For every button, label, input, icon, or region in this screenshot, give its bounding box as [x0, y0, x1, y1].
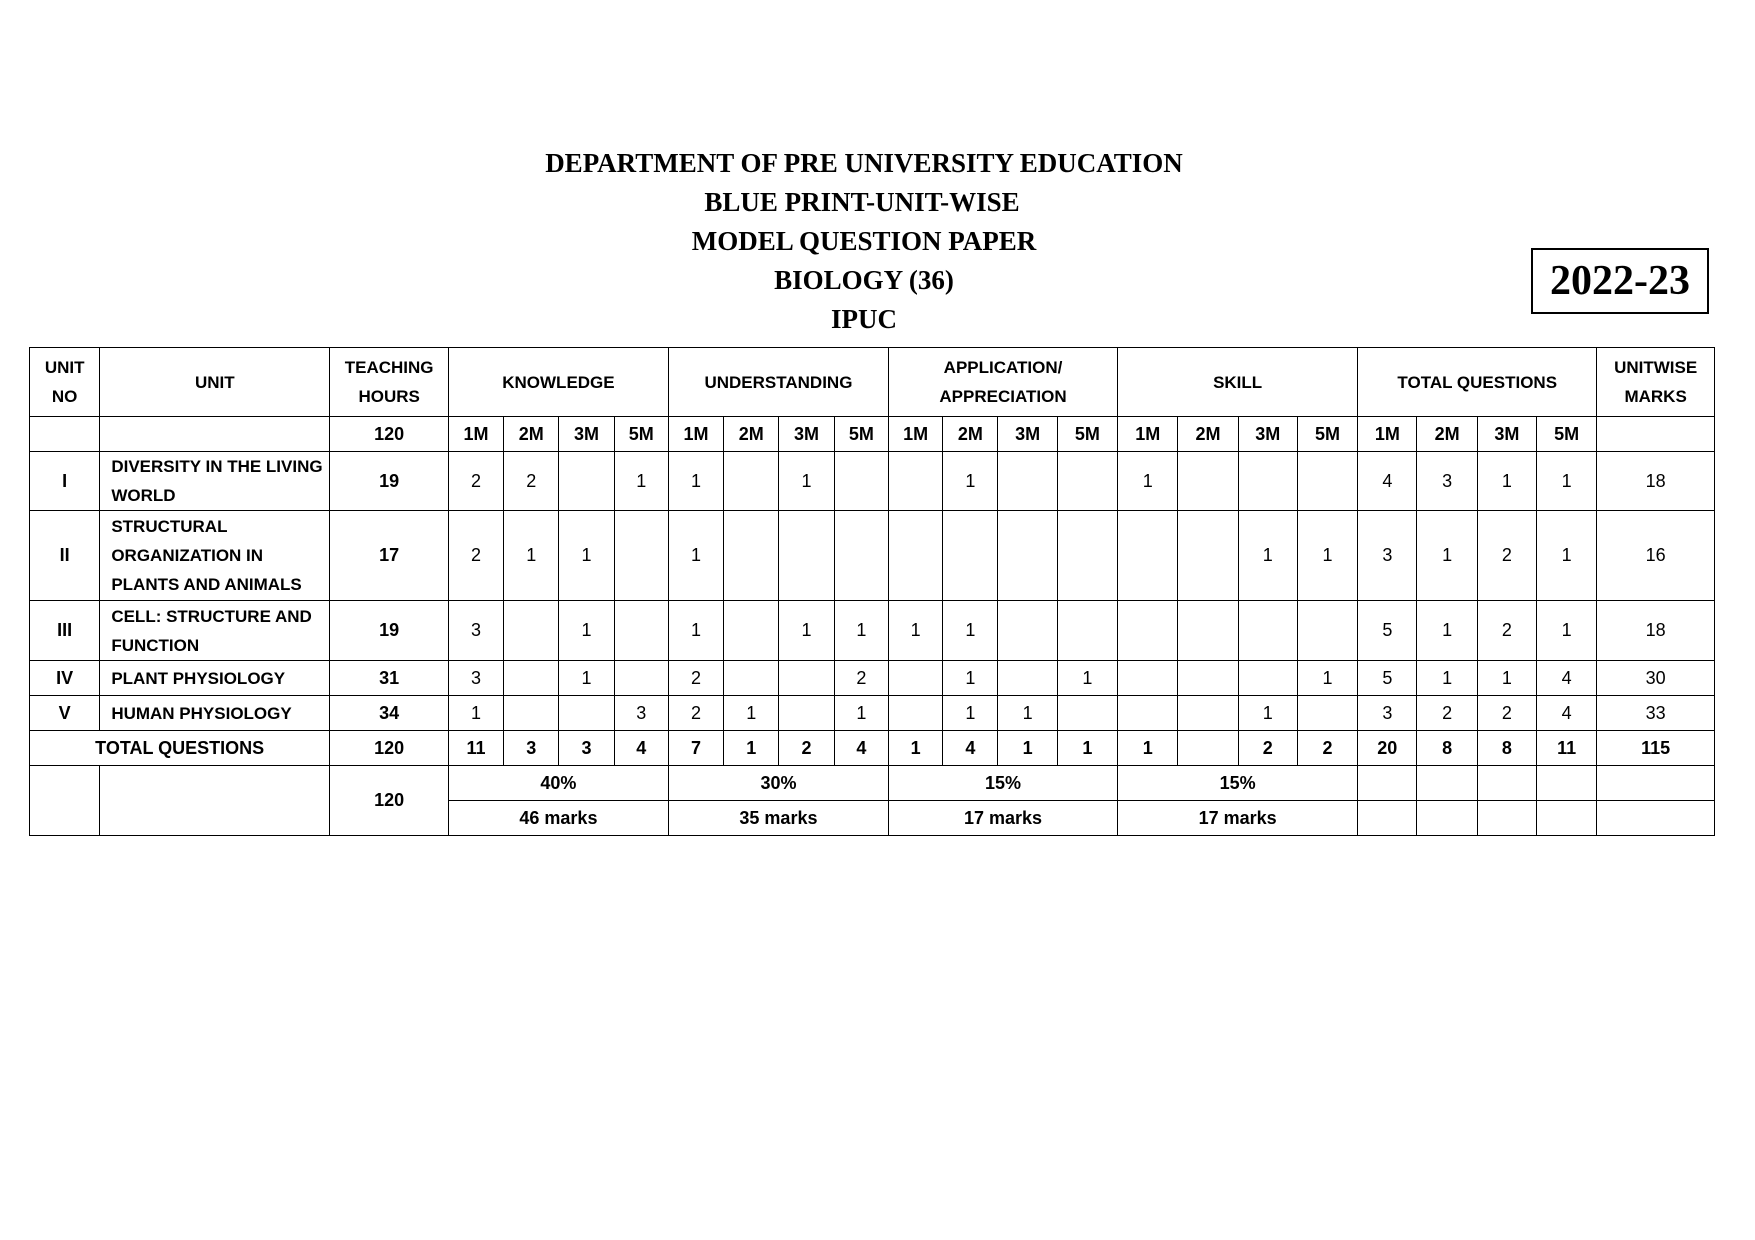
count-cell: 3 — [614, 696, 668, 731]
marks-type-header: 1M — [1358, 417, 1417, 452]
count-cell — [888, 696, 942, 731]
unit-no-cell: II — [30, 511, 100, 601]
count-cell: 2 — [668, 661, 723, 696]
empty-cell — [100, 766, 330, 836]
application-marks: 17 marks — [888, 801, 1117, 836]
marks-type-header: 5M — [614, 417, 668, 452]
count-cell — [504, 661, 559, 696]
marks-type-header: 2M — [724, 417, 779, 452]
count-cell — [724, 511, 779, 601]
total-count-cell: 11 — [1536, 731, 1596, 766]
empty-cell — [1597, 801, 1715, 836]
count-cell — [998, 511, 1057, 601]
count-cell: 1 — [1536, 601, 1596, 661]
total-count-cell: 1 — [1118, 731, 1178, 766]
marks-type-header: 1M — [888, 417, 942, 452]
empty-cell — [1358, 801, 1417, 836]
unit-name-cell: STRUCTURAL ORGANIZATION IN PLANTS AND ANIMALS — [100, 511, 330, 601]
count-cell: 2 — [1417, 696, 1477, 731]
count-cell: 1 — [943, 661, 998, 696]
empty-cell — [1597, 417, 1715, 452]
skill-percent: 15% — [1118, 766, 1358, 801]
count-cell: 1 — [1057, 661, 1117, 696]
count-cell: 1 — [1238, 511, 1297, 601]
marks-type-header: 2M — [504, 417, 559, 452]
unit-header: UNIT — [100, 348, 330, 417]
hours-cell: 34 — [330, 696, 449, 731]
header-row — [30, 348, 1715, 417]
understanding-header: UNDERSTANDING — [668, 348, 888, 417]
count-cell — [998, 452, 1057, 511]
count-cell: 4 — [1536, 661, 1596, 696]
count-cell: 1 — [834, 696, 888, 731]
marks-type-header: 1M — [668, 417, 723, 452]
skill-marks: 17 marks — [1118, 801, 1358, 836]
count-cell: 1 — [1536, 511, 1596, 601]
unit-row — [30, 452, 1715, 511]
count-cell — [834, 452, 888, 511]
weightage-hours-cell: 120 — [330, 766, 449, 836]
empty-cell — [1417, 801, 1477, 836]
count-cell: 1 — [943, 696, 998, 731]
count-cell: 1 — [1297, 661, 1357, 696]
empty-cell — [1417, 766, 1477, 801]
total-count-cell: 3 — [559, 731, 614, 766]
unitwise-marks-cell: 33 — [1597, 696, 1715, 731]
count-cell: 1 — [1417, 661, 1477, 696]
unitwise-marks-cell: 18 — [1597, 452, 1715, 511]
unitwise-marks-cell: 30 — [1597, 661, 1715, 696]
count-cell — [1238, 601, 1297, 661]
unit-no-cell: V — [30, 696, 100, 731]
marks-type-header: 3M — [998, 417, 1057, 452]
empty-cell — [1597, 766, 1715, 801]
unit-name-cell: PLANT PHYSIOLOGY — [100, 661, 330, 696]
count-cell — [998, 661, 1057, 696]
count-cell: 2 — [834, 661, 888, 696]
count-cell — [779, 696, 834, 731]
marks-type-row — [30, 417, 1715, 452]
count-cell — [504, 696, 559, 731]
empty-cell — [30, 417, 100, 452]
count-cell: 3 — [1358, 696, 1417, 731]
marks-type-header: 5M — [1536, 417, 1596, 452]
count-cell: 1 — [1238, 696, 1297, 731]
count-cell — [1297, 601, 1357, 661]
marks-type-header: 2M — [1417, 417, 1477, 452]
count-cell — [998, 601, 1057, 661]
count-cell: 1 — [448, 696, 503, 731]
count-cell — [614, 601, 668, 661]
count-cell — [614, 661, 668, 696]
skill-header: SKILL — [1118, 348, 1358, 417]
count-cell — [1057, 696, 1117, 731]
application-header: APPLICATION/ APPRECIATION — [888, 348, 1117, 417]
count-cell — [504, 601, 559, 661]
unit-row — [30, 601, 1715, 661]
marks-type-header: 3M — [779, 417, 834, 452]
unitwise-marks-cell: 18 — [1597, 601, 1715, 661]
count-cell — [724, 601, 779, 661]
totals-hours-cell: 120 — [330, 731, 449, 766]
count-cell: 2 — [504, 452, 559, 511]
count-cell: 4 — [1536, 696, 1596, 731]
count-cell: 1 — [943, 452, 998, 511]
marks-type-header: 1M — [448, 417, 503, 452]
count-cell: 1 — [998, 696, 1057, 731]
count-cell — [1178, 601, 1238, 661]
count-cell: 1 — [1118, 452, 1178, 511]
count-cell: 1 — [559, 601, 614, 661]
count-cell — [1178, 696, 1238, 731]
model-paper-title: MODEL QUESTION PAPER — [691, 226, 1037, 256]
understanding-percent: 30% — [668, 766, 888, 801]
empty-cell — [1477, 801, 1536, 836]
count-cell: 1 — [668, 452, 723, 511]
unit-no-cell: IV — [30, 661, 100, 696]
count-cell: 3 — [448, 661, 503, 696]
count-cell: 5 — [1358, 661, 1417, 696]
count-cell — [559, 696, 614, 731]
totals-row — [30, 731, 1715, 766]
count-cell: 3 — [448, 601, 503, 661]
count-cell: 2 — [448, 511, 503, 601]
count-cell — [1057, 511, 1117, 601]
application-percent: 15% — [888, 766, 1117, 801]
total-count-cell — [1178, 731, 1238, 766]
count-cell — [779, 661, 834, 696]
total-count-cell: 2 — [779, 731, 834, 766]
understanding-marks: 35 marks — [668, 801, 888, 836]
unit-row — [30, 696, 1715, 731]
department-title: DEPARTMENT OF PRE UNIVERSITY EDUCATION — [545, 148, 1183, 178]
empty-cell — [1536, 766, 1596, 801]
count-cell — [1178, 452, 1238, 511]
count-cell: 1 — [1536, 452, 1596, 511]
knowledge-header: KNOWLEDGE — [448, 348, 668, 417]
teaching-hours-header: TEACHING HOURS — [330, 348, 449, 417]
totals-label: TOTAL QUESTIONS — [30, 731, 330, 766]
count-cell — [1178, 511, 1238, 601]
marks-type-header: 3M — [1238, 417, 1297, 452]
count-cell: 4 — [1358, 452, 1417, 511]
total-count-cell: 11 — [448, 731, 503, 766]
count-cell: 2 — [1477, 696, 1536, 731]
count-cell — [1118, 511, 1178, 601]
total-count-cell: 3 — [504, 731, 559, 766]
total-count-cell: 1 — [1057, 731, 1117, 766]
unitwise-marks-cell: 16 — [1597, 511, 1715, 601]
hours-cell: 19 — [330, 452, 449, 511]
unit-name-cell: HUMAN PHYSIOLOGY — [100, 696, 330, 731]
count-cell: 1 — [1417, 601, 1477, 661]
unit-row — [30, 511, 1715, 601]
unit-no-cell: I — [30, 452, 100, 511]
count-cell: 1 — [504, 511, 559, 601]
empty-cell — [100, 417, 330, 452]
subject-title: BIOLOGY (36) — [774, 265, 954, 295]
marks-type-header: 5M — [834, 417, 888, 452]
marks-type-header: 2M — [943, 417, 998, 452]
total-count-cell: 1 — [724, 731, 779, 766]
count-cell: 3 — [1417, 452, 1477, 511]
total-count-cell: 1 — [998, 731, 1057, 766]
count-cell — [888, 452, 942, 511]
count-cell: 1 — [1297, 511, 1357, 601]
marks-type-header: 2M — [1178, 417, 1238, 452]
count-cell — [559, 452, 614, 511]
count-cell — [888, 661, 942, 696]
marks-type-header: 5M — [1297, 417, 1357, 452]
knowledge-percent: 40% — [448, 766, 668, 801]
count-cell: 2 — [668, 696, 723, 731]
count-cell — [1238, 452, 1297, 511]
empty-cell — [30, 766, 100, 836]
count-cell: 2 — [1477, 511, 1536, 601]
count-cell: 1 — [668, 601, 723, 661]
count-cell — [943, 511, 998, 601]
count-cell — [1057, 601, 1117, 661]
total-count-cell: 4 — [614, 731, 668, 766]
hours-cell: 31 — [330, 661, 449, 696]
total-count-cell: 4 — [834, 731, 888, 766]
count-cell — [888, 511, 942, 601]
unit-name-cell: DIVERSITY IN THE LIVING WORLD — [100, 452, 330, 511]
count-cell — [724, 661, 779, 696]
count-cell — [1297, 452, 1357, 511]
total-marks-cell: 115 — [1597, 731, 1715, 766]
count-cell: 1 — [834, 601, 888, 661]
count-cell — [1118, 696, 1178, 731]
blueprint-title: BLUE PRINT-UNIT-WISE — [704, 187, 1020, 217]
unit-name-cell: CELL: STRUCTURE AND FUNCTION — [100, 601, 330, 661]
total-questions-header: TOTAL QUESTIONS — [1358, 348, 1597, 417]
count-cell — [1297, 696, 1357, 731]
hours-cell: 17 — [330, 511, 449, 601]
unit-row — [30, 661, 1715, 696]
marks-type-header: 1M — [1118, 417, 1178, 452]
count-cell: 3 — [1358, 511, 1417, 601]
knowledge-marks: 46 marks — [448, 801, 668, 836]
count-cell: 1 — [1477, 661, 1536, 696]
count-cell — [1057, 452, 1117, 511]
total-count-cell: 8 — [1477, 731, 1536, 766]
total-count-cell: 2 — [1297, 731, 1357, 766]
count-cell: 1 — [614, 452, 668, 511]
hours-cell: 19 — [330, 601, 449, 661]
count-cell — [724, 452, 779, 511]
total-count-cell: 2 — [1238, 731, 1297, 766]
count-cell: 5 — [1358, 601, 1417, 661]
count-cell — [1118, 661, 1178, 696]
weightage-percent-row — [30, 766, 1715, 801]
empty-cell — [1358, 766, 1417, 801]
unit-no-cell: III — [30, 601, 100, 661]
blueprint-table — [29, 347, 1715, 836]
count-cell — [1178, 661, 1238, 696]
marks-type-header: 5M — [1057, 417, 1117, 452]
count-cell: 2 — [448, 452, 503, 511]
empty-cell — [1477, 766, 1536, 801]
count-cell: 1 — [779, 601, 834, 661]
count-cell — [1118, 601, 1178, 661]
marks-type-header: 3M — [1477, 417, 1536, 452]
count-cell: 1 — [559, 511, 614, 601]
count-cell — [834, 511, 888, 601]
marks-type-header: 3M — [559, 417, 614, 452]
total-count-cell: 8 — [1417, 731, 1477, 766]
count-cell: 1 — [888, 601, 942, 661]
total-hours-cell: 120 — [330, 417, 449, 452]
academic-year-box: 2022-23 — [1531, 248, 1709, 314]
unitwise-marks-header: UNITWISE MARKS — [1597, 348, 1715, 417]
count-cell: 1 — [559, 661, 614, 696]
count-cell — [1238, 661, 1297, 696]
count-cell: 1 — [1477, 452, 1536, 511]
count-cell: 1 — [668, 511, 723, 601]
count-cell — [614, 511, 668, 601]
total-count-cell: 1 — [888, 731, 942, 766]
unit-no-header: UNIT NO — [30, 348, 100, 417]
count-cell: 1 — [943, 601, 998, 661]
class-title: IPUC — [831, 304, 897, 334]
count-cell: 1 — [779, 452, 834, 511]
count-cell: 1 — [724, 696, 779, 731]
total-count-cell: 7 — [668, 731, 723, 766]
total-count-cell: 20 — [1358, 731, 1417, 766]
count-cell: 2 — [1477, 601, 1536, 661]
count-cell: 1 — [1417, 511, 1477, 601]
total-count-cell: 4 — [943, 731, 998, 766]
empty-cell — [1536, 801, 1596, 836]
count-cell — [779, 511, 834, 601]
